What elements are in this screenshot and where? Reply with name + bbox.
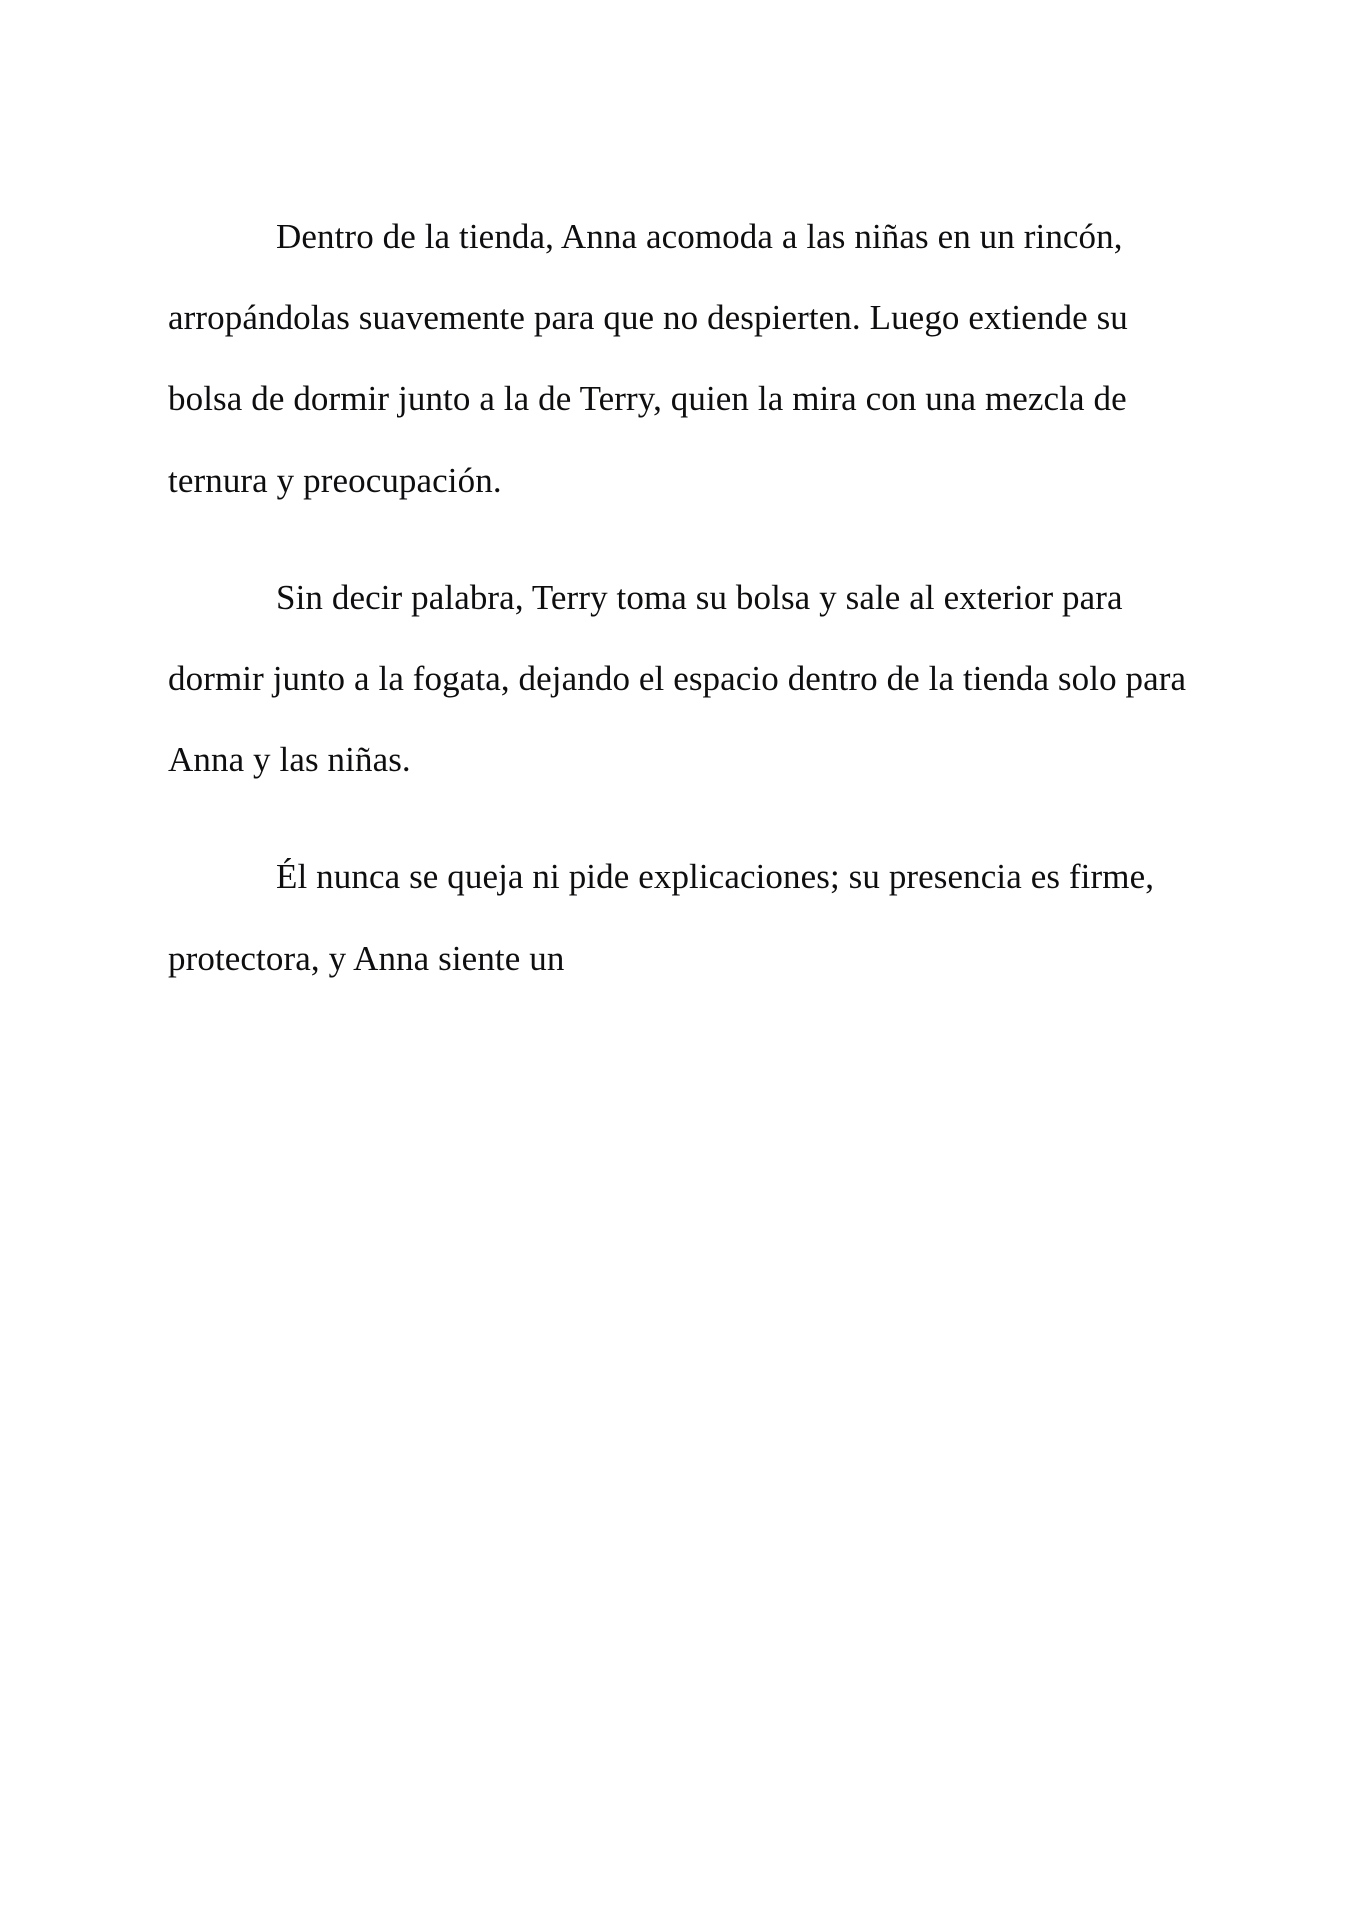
paragraph: Dentro de la tienda, Anna acomoda a las niñas en un rincón, arropándolas suavemente para que no despierten. Luego extiende su bolsa de dormir junto a la de Terry, quien la mira con una mezcla de ternura y preocupación. <box>168 217 1128 500</box>
paragraph: Sin decir palabra, Terry toma su bolsa y sale al exterior para dormir junto a la fogata, dejando el espacio dentro de la tienda solo para Anna y las niñas. <box>168 577 1187 780</box>
document-body <box>168 196 1199 999</box>
paragraph: Él nunca se queja ni pide explicaciones; su presencia es firme, protectora, y Anna siente un <box>168 857 1155 978</box>
